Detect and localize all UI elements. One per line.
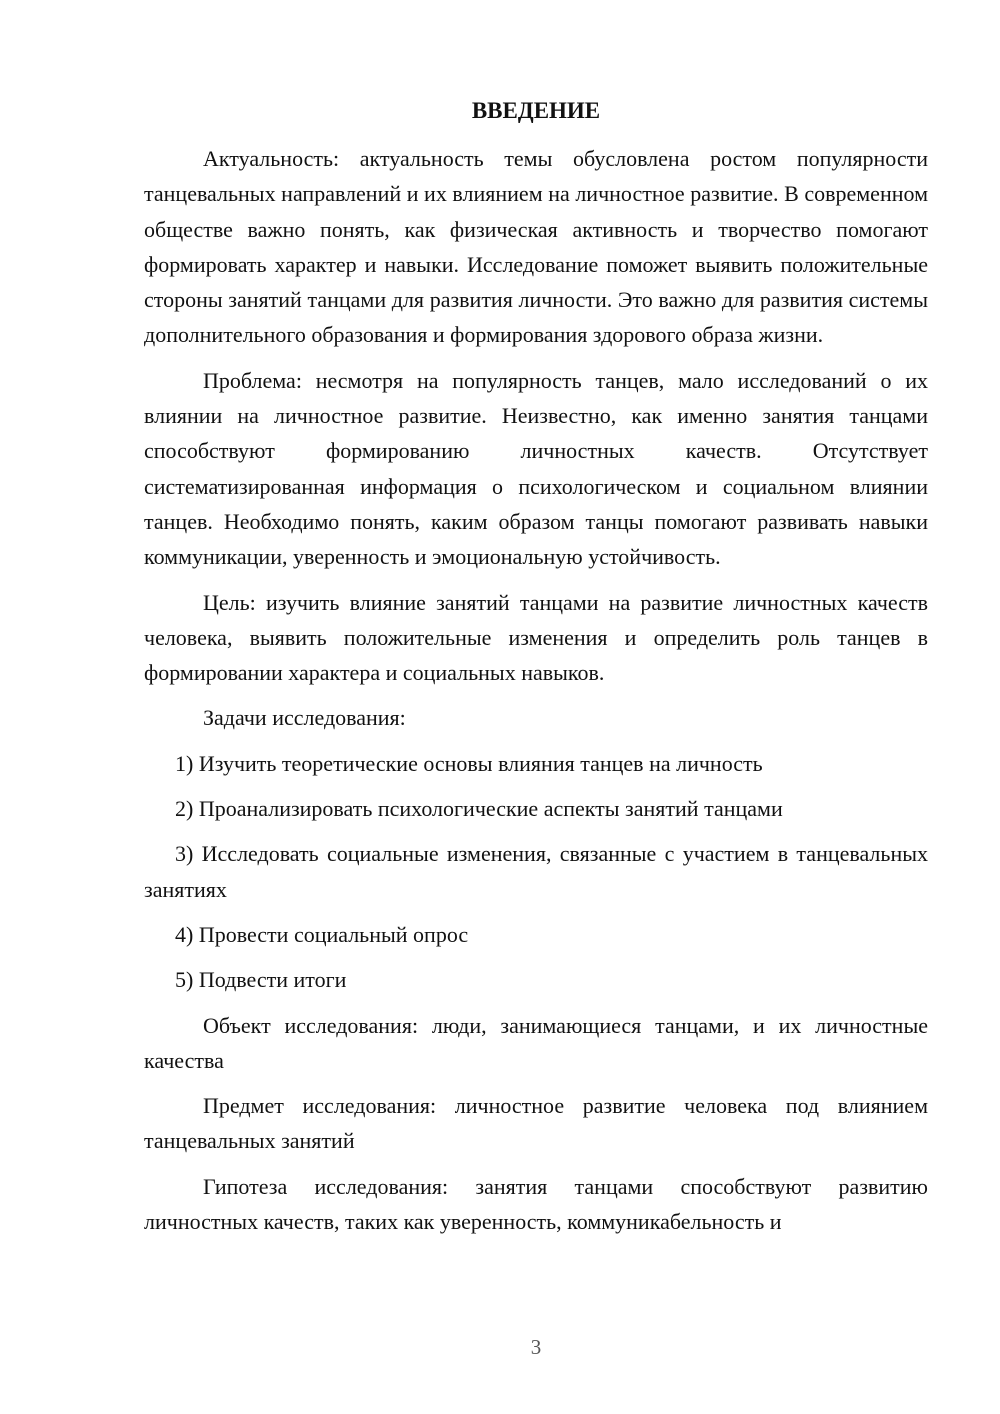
paragraph-subject: Предмет исследования: личностное развитие человека под влиянием танцевальных занятий [144,1093,928,1154]
paragraph-goal: Цель: изучить влияние занятий танцами на развитие личностных качеств человека, выявить положительные изменения и определить роль танцев в формировании характера и социальных навыков. [144,589,928,686]
paragraph-object: Объект исследования: люди, занимающиеся танцами, и их личностные качества [144,1012,928,1073]
paragraph-problem: Проблема: несмотря на популярность танцев, мало исследований о их влиянии на личностное развитие. Неизвестно, как именно занятия танцами способствуют формированию личностных качеств. Отсутствует систематизированная информация о психологическом и социальном влиянии танцев. Необходимо понять, каким образом танцы помогают развивать навыки коммуникации, уверенность и эмоциональную устойчивость. [144,367,928,570]
document-body [144,141,928,1249]
task-item-4: 4) Провести социальный опрос [175,921,469,947]
paragraph-hypothesis: Гипотеза исследования: занятия танцами способствуют развитию личностных качеств, таких как уверенность, коммуникабельность и [144,1173,928,1235]
task-item-5: 5) Подвести итоги [175,967,347,993]
task-item-2: 2) Проанализировать психологические аспекты занятий танцами [175,796,783,822]
task-item-1: 1) Изучить теоретические основы влияния танцев на личность [175,750,763,776]
task-item-3: 3) Исследовать социальные изменения, связанные с участием в танцевальных занятиях [144,841,928,902]
page-title: ВВЕДЕНИЕ [471,98,601,123]
paragraph-relevance: Актуальность: актуальность темы обусловлена ростом популярности танцевальных направлений и их влиянием на личностное развитие. В современном обществе важно понять, как физическая активность и творчество помогают формировать характер и навыки. Исследование поможет выявить положительные стороны занятий танцами для развития личности. Это важно для развития системы дополнительного образования и формирования здорового образа жизни. [144,146,928,348]
page-number: 3 [530,1335,542,1359]
paragraph-tasks-heading: Задачи исследования: [203,705,406,731]
